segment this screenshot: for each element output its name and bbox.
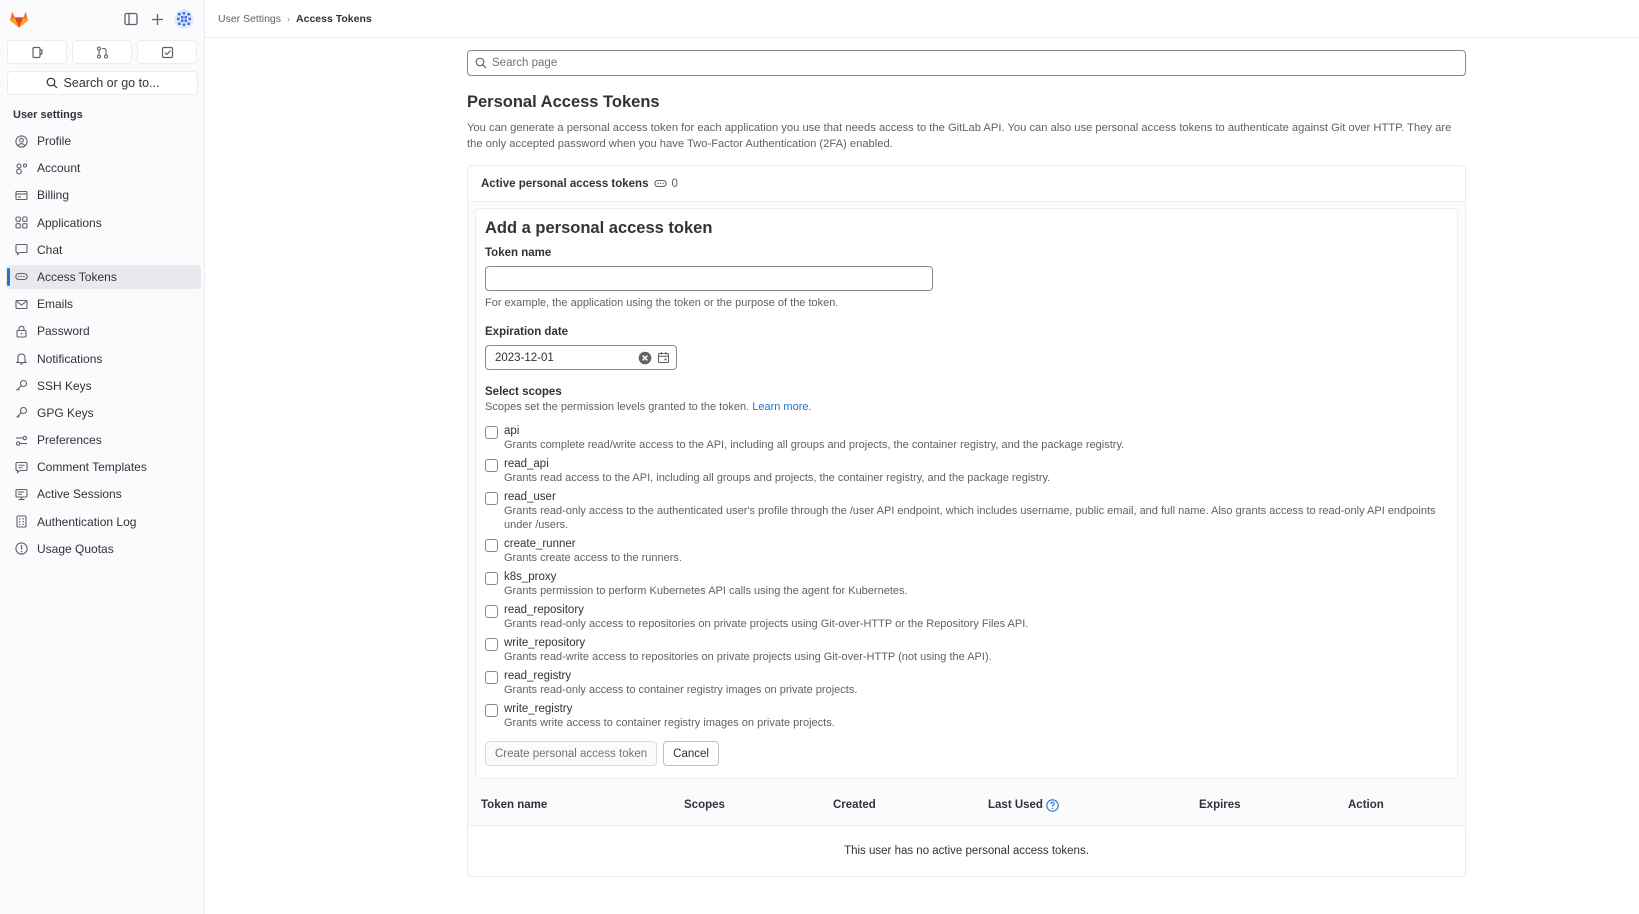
column-expires[interactable]: Expires bbox=[1199, 799, 1241, 811]
sidebar-item-label: Billing bbox=[37, 188, 70, 203]
sidebar-item-authentication-log[interactable] bbox=[6, 510, 201, 534]
cancel-button[interactable]: Cancel bbox=[663, 741, 719, 766]
scope-name[interactable]: read_user bbox=[504, 491, 556, 503]
scope-checkbox[interactable] bbox=[485, 426, 498, 439]
sidebar-top bbox=[0, 0, 205, 38]
scope-name[interactable]: read_registry bbox=[504, 669, 572, 682]
scope-read-api bbox=[485, 457, 1448, 486]
scope-help: Grants read-write access to repositories on private projects using Git-over-HTTP (not using the API). bbox=[504, 650, 992, 663]
select-scopes-label: Select scopes bbox=[485, 386, 562, 398]
scope-name[interactable]: read_repository bbox=[504, 603, 584, 616]
merge-requests-icon bbox=[96, 46, 109, 59]
sidebar-item-label: SSH Keys bbox=[37, 378, 92, 393]
comment-icon bbox=[14, 460, 28, 474]
scope-help: Grants read-only access to container registry images on private projects. bbox=[504, 683, 858, 696]
column-action: Action bbox=[1348, 799, 1384, 811]
sidebar-item-gpg-keys[interactable] bbox=[6, 401, 201, 425]
merge-requests-button[interactable] bbox=[72, 40, 132, 64]
sidebar-item-label: Comment Templates bbox=[37, 460, 147, 475]
user-avatar[interactable] bbox=[174, 9, 194, 29]
sidebar-item-ssh-keys[interactable] bbox=[6, 374, 201, 398]
chat-icon bbox=[14, 243, 28, 257]
scope-name[interactable]: write_registry bbox=[504, 702, 573, 715]
todo-icon bbox=[161, 46, 174, 59]
scope-checkbox[interactable] bbox=[485, 459, 498, 472]
sidebar-item-label: Password bbox=[37, 324, 90, 339]
page-description: You can generate a personal access token for each application you use that needs access to the GitLab API. You can also use personal access tokens to authenticate against Git over HTTP. They are the only accepted password when you have Two-Factor Authentication (2FA) enabled. bbox=[467, 122, 1452, 150]
expiration-date-field[interactable] bbox=[485, 345, 677, 370]
scope-read-registry bbox=[485, 669, 1448, 698]
sidebar-item-label: Profile bbox=[37, 134, 72, 148]
add-token-form bbox=[475, 208, 1458, 779]
sidebar-item-label: Notifications bbox=[37, 351, 103, 366]
applications-icon bbox=[14, 216, 28, 230]
scope-name[interactable]: api bbox=[504, 425, 520, 437]
sidebar-item-label: Usage Quotas bbox=[37, 541, 114, 556]
quota-icon bbox=[14, 542, 28, 556]
billing-icon bbox=[14, 188, 28, 202]
preferences-icon bbox=[14, 433, 28, 447]
sidebar-item-preferences[interactable] bbox=[6, 428, 201, 452]
sidebar-item-label: Emails bbox=[37, 297, 74, 312]
scope-checkbox[interactable] bbox=[485, 638, 498, 651]
page-search-input[interactable] bbox=[492, 57, 1465, 69]
scope-checkbox[interactable] bbox=[485, 539, 498, 552]
add-token-title: Add a personal access token bbox=[485, 219, 713, 237]
scope-help: Grants read-only access to the authenticated user's profile through the /user API endpoint, which includes username, public email, and full name. Also grants access to read-only API endpoints under /users. bbox=[504, 505, 1436, 531]
expiration-date-label: Expiration date bbox=[485, 326, 569, 338]
sidebar-item-label: Active Sessions bbox=[37, 487, 122, 502]
active-tokens-card bbox=[467, 165, 1466, 877]
scope-checkbox[interactable] bbox=[485, 492, 498, 505]
page-title: Personal Access Tokens bbox=[467, 93, 660, 111]
sidebar-item-profile[interactable] bbox=[6, 129, 201, 153]
profile-icon bbox=[14, 134, 28, 148]
lock-icon bbox=[14, 324, 28, 338]
token-icon bbox=[654, 177, 667, 190]
scope-name[interactable]: create_runner bbox=[504, 537, 576, 550]
sidebar-item-label: GPG Keys bbox=[37, 405, 94, 420]
sidebar-item-usage-quotas[interactable] bbox=[6, 537, 201, 561]
key-icon bbox=[14, 379, 28, 393]
create-new-icon[interactable] bbox=[147, 9, 167, 29]
mail-icon bbox=[14, 297, 28, 311]
account-icon bbox=[14, 161, 28, 175]
scope-create-runner bbox=[485, 537, 1448, 566]
scope-help: Grants complete read/write access to the API, including all groups and projects, the container registry, and the package registry. bbox=[504, 439, 1125, 451]
scope-checkbox[interactable] bbox=[485, 605, 498, 618]
scope-name[interactable]: read_api bbox=[504, 458, 549, 470]
scope-name[interactable]: k8s_proxy bbox=[504, 570, 557, 583]
scope-checkbox[interactable] bbox=[485, 572, 498, 585]
active-tokens-header bbox=[468, 166, 1465, 202]
scope-checkbox[interactable] bbox=[485, 671, 498, 684]
learn-more-link[interactable]: Learn more. bbox=[752, 401, 812, 413]
sidebar-item-chat[interactable] bbox=[6, 238, 201, 262]
scopes-help-text: Scopes set the permission levels granted to the token. bbox=[485, 401, 750, 413]
token-name-help: For example, the application using the token or the purpose of the token. bbox=[485, 297, 839, 309]
search-icon bbox=[475, 57, 487, 69]
page-search-field[interactable] bbox=[467, 50, 1466, 76]
global-search-label: Search or go to... bbox=[63, 76, 160, 90]
global-search-button[interactable] bbox=[7, 71, 198, 95]
expiration-date-input[interactable] bbox=[495, 352, 625, 364]
bell-icon bbox=[14, 352, 28, 366]
key-icon bbox=[14, 406, 28, 420]
column-scopes[interactable]: Scopes bbox=[684, 799, 725, 811]
monitor-icon bbox=[14, 487, 28, 501]
token-icon bbox=[14, 270, 28, 284]
sidebar-item-access-tokens[interactable] bbox=[6, 265, 201, 289]
scope-list bbox=[485, 424, 1448, 730]
sidebar-item-account[interactable] bbox=[6, 156, 201, 180]
scope-api bbox=[485, 424, 1448, 453]
log-icon bbox=[14, 515, 28, 529]
gitlab-logo[interactable] bbox=[8, 8, 30, 30]
sidebar-item-password[interactable] bbox=[6, 319, 201, 343]
sidebar-item-comment-templates[interactable] bbox=[6, 455, 201, 479]
scope-help: Grants read-only access to repositories on private projects using Git-over-HTTP or the Repository Files API. bbox=[504, 617, 1029, 630]
form-actions bbox=[485, 741, 1448, 766]
scopes-help bbox=[485, 401, 1448, 413]
issues-icon bbox=[31, 46, 44, 59]
sidebar-item-label: Preferences bbox=[37, 433, 102, 448]
todo-button[interactable] bbox=[137, 40, 197, 64]
scope-read-user bbox=[485, 490, 1448, 532]
breadcrumb-separator: › bbox=[287, 13, 291, 24]
scope-write-registry bbox=[485, 702, 1448, 731]
sidebar-nav bbox=[6, 129, 201, 564]
scope-name[interactable]: write_repository bbox=[504, 636, 586, 649]
active-tokens-count bbox=[654, 177, 677, 190]
scope-read-repository bbox=[485, 603, 1448, 632]
help-icon[interactable] bbox=[1046, 799, 1059, 812]
column-last-used-label: Last Used bbox=[988, 799, 1043, 811]
sidebar-item-emails[interactable] bbox=[6, 292, 201, 316]
breadcrumb-user-settings[interactable]: User Settings bbox=[218, 12, 282, 25]
breadcrumb-current: Access Tokens bbox=[296, 12, 372, 25]
scope-checkbox[interactable] bbox=[485, 704, 498, 717]
scope-help: Grants create access to the runners. bbox=[504, 551, 682, 564]
sidebar-item-billing[interactable] bbox=[6, 183, 201, 207]
sidebar-section-title: User settings bbox=[13, 109, 83, 121]
sidebar-item-notifications[interactable] bbox=[6, 347, 201, 371]
column-last-used[interactable] bbox=[988, 799, 1059, 812]
column-created[interactable]: Created bbox=[833, 799, 876, 811]
calendar-icon[interactable] bbox=[657, 351, 670, 364]
toggle-sidebar-icon[interactable] bbox=[121, 9, 141, 29]
sidebar bbox=[0, 0, 205, 914]
scope-write-repository bbox=[485, 636, 1448, 665]
scope-help: Grants write access to container registry images on private projects. bbox=[504, 716, 835, 729]
search-icon bbox=[46, 77, 58, 89]
sidebar-item-label: Account bbox=[37, 161, 81, 176]
scope-help: Grants read access to the API, including all groups and projects, the container registry, and the package registry. bbox=[504, 472, 1051, 484]
token-name-input[interactable] bbox=[485, 266, 933, 291]
clear-date-icon[interactable] bbox=[638, 351, 652, 365]
sidebar-item-active-sessions[interactable] bbox=[6, 482, 201, 506]
sidebar-item-label: Authentication Log bbox=[37, 514, 137, 529]
column-token-name[interactable]: Token name bbox=[481, 799, 548, 811]
scope-help: Grants permission to perform Kubernetes API calls using the agent for Kubernetes. bbox=[504, 584, 908, 597]
active-tokens-label: Active personal access tokens bbox=[481, 177, 649, 190]
tokens-table-empty: This user has no active personal access tokens. bbox=[468, 826, 1465, 876]
sidebar-item-label: Applications bbox=[37, 215, 102, 230]
sidebar-item-applications[interactable] bbox=[6, 211, 201, 235]
active-tokens-count-value: 0 bbox=[671, 177, 678, 190]
main-content bbox=[467, 50, 1466, 877]
create-token-button[interactable]: Create personal access token bbox=[485, 741, 657, 766]
issues-button[interactable] bbox=[7, 40, 67, 64]
scope-k8s-proxy bbox=[485, 570, 1448, 599]
token-name-label: Token name bbox=[485, 247, 552, 259]
sidebar-item-label: Access Tokens bbox=[37, 269, 117, 284]
sidebar-item-label: Chat bbox=[37, 242, 63, 257]
tokens-table-header bbox=[468, 785, 1465, 826]
breadcrumb bbox=[205, 0, 1639, 38]
